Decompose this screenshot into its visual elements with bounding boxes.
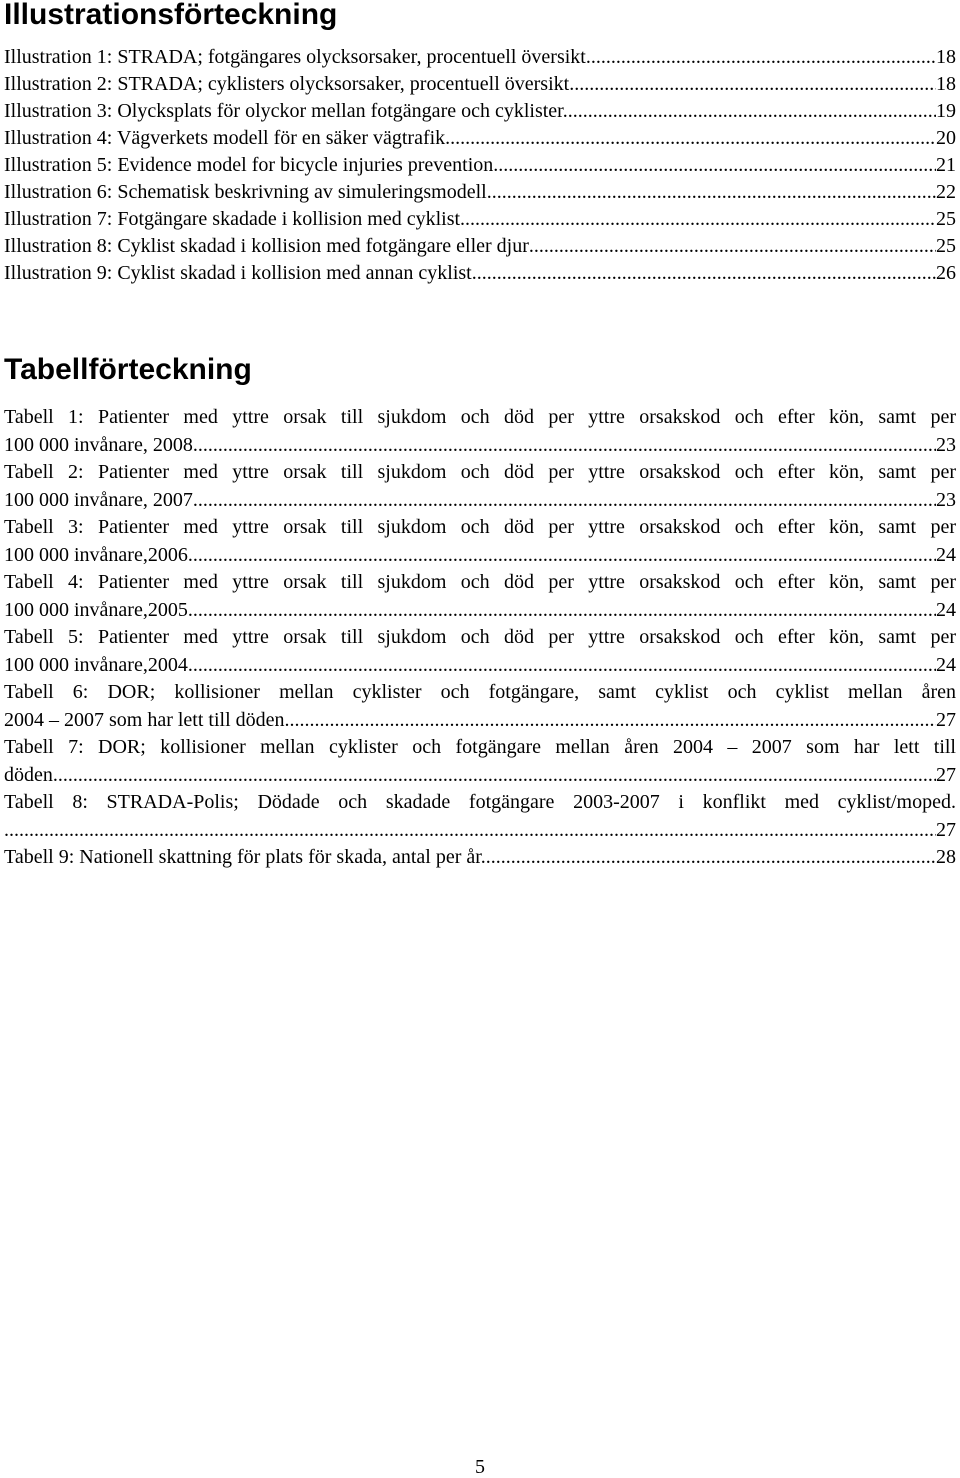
- entry-title-line2: 100 000 invånare, 2008: [4, 433, 193, 456]
- dot-leader: [492, 179, 936, 206]
- entry-page: 26: [936, 262, 956, 284]
- dot-leader: [290, 707, 936, 735]
- toc-entry-table-9[interactable]: [4, 844, 956, 872]
- toc-entry-table-3[interactable]: [4, 514, 956, 569]
- dot-leader: [493, 152, 936, 179]
- dot-leader: [450, 125, 936, 152]
- entry-title-line1: Tabell 6: DOR; kollisioner mellan cyklister och fotgängare, samt cyklist och cyklist mellan åren: [4, 681, 956, 703]
- dot-leader: [188, 597, 936, 625]
- dot-leader: [568, 98, 936, 125]
- entry-title-line2: 100 000 invånare, 2007: [4, 488, 193, 511]
- illustrations-list: [4, 44, 956, 287]
- dot-leader: [188, 652, 936, 680]
- toc-entry-illustration-6[interactable]: [4, 179, 956, 206]
- dot-leader: [193, 487, 936, 515]
- entry-title-line2: 100 000 invånare,2004: [4, 653, 188, 676]
- entry-page: 21: [936, 154, 956, 176]
- entry-title-line2: 2004 – 2007 som har lett till döden.: [4, 708, 290, 731]
- dot-leader: [574, 71, 936, 98]
- entry-page: 27: [936, 708, 956, 731]
- entry-title-line2: 100 000 invånare,2006: [4, 543, 188, 566]
- entry-page: 18: [936, 73, 956, 95]
- entry-page: 20: [936, 127, 956, 149]
- toc-entry-table-8[interactable]: [4, 789, 956, 844]
- entry-title-line2: döden: [4, 763, 53, 786]
- toc-entry-table-1[interactable]: [4, 404, 956, 459]
- entry-page: 27: [936, 763, 956, 786]
- toc-entry-table-6[interactable]: [4, 679, 956, 734]
- entry-page: 23: [936, 488, 956, 511]
- toc-entry-illustration-4[interactable]: [4, 125, 956, 152]
- toc-entry-illustration-9[interactable]: [4, 260, 956, 287]
- dot-leader: [53, 762, 936, 790]
- toc-entry-table-7[interactable]: [4, 734, 956, 789]
- entry-page: 27: [936, 818, 956, 841]
- dot-leader: [188, 542, 936, 570]
- entry-title: Illustration 1: STRADA; fotgängares olycksorsaker, procentuell översikt.: [4, 46, 591, 68]
- entry-page: 25: [936, 235, 956, 257]
- entry-title-line1: Tabell 4: Patienter med yttre orsak till sjukdom och död per yttre orsakskod och efter kön, samt per: [4, 571, 956, 593]
- entry-page: 24: [936, 598, 956, 621]
- dot-leader: [193, 432, 936, 460]
- tables-heading: Tabellförteckning: [4, 353, 252, 386]
- entry-title: Illustration 8: Cyklist skadad i kollision med fotgängare eller djur: [4, 235, 529, 257]
- entry-page: 23: [936, 433, 956, 456]
- entry-title: Illustration 3: Olycksplats för olyckor mellan fotgängare och cyklister.: [4, 100, 568, 122]
- entry-title-line1: Tabell 1: Patienter med yttre orsak till sjukdom och död per yttre orsakskod och efter kön, samt per: [4, 406, 956, 428]
- toc-entry-illustration-1[interactable]: [4, 44, 956, 71]
- toc-entry-table-5[interactable]: [4, 624, 956, 679]
- entry-page: 19: [936, 100, 956, 122]
- dot-leader: [486, 844, 936, 872]
- entry-title-line1: Tabell 3: Patienter med yttre orsak till sjukdom och död per yttre orsakskod och efter kön, samt per: [4, 516, 956, 538]
- entry-page: 25: [936, 208, 956, 230]
- illustrations-heading: Illustrationsförteckning: [4, 0, 338, 31]
- entry-title-line1: Tabell 7: DOR; kollisioner mellan cyklister och fotgängare mellan åren 2004 – 2007 som har lett till: [4, 736, 956, 758]
- entry-title: Illustration 7: Fotgängare skadade i kollision med cyklist: [4, 208, 461, 230]
- entry-title: Illustration 4: Vägverkets modell för en säker vägtrafik.: [4, 127, 451, 149]
- entry-title-line1: Tabell 2: Patienter med yttre orsak till sjukdom och död per yttre orsakskod och efter kön, samt per: [4, 461, 956, 483]
- toc-entry-illustration-2[interactable]: [4, 71, 956, 98]
- entry-page: 22: [936, 181, 956, 203]
- entry-page: 18: [936, 46, 956, 68]
- toc-entry-illustration-5[interactable]: [4, 152, 956, 179]
- dot-leader: [591, 44, 936, 71]
- entry-page: 24: [936, 653, 956, 676]
- page-number: 5: [475, 1456, 485, 1478]
- dot-leader: [4, 817, 936, 845]
- entry-title-line1: Tabell 5: Patienter med yttre orsak till sjukdom och död per yttre orsakskod och efter kön, samt per: [4, 626, 956, 648]
- toc-entry-table-4[interactable]: [4, 569, 956, 624]
- dot-leader: [529, 233, 936, 260]
- entry-title: Illustration 6: Schematisk beskrivning av simuleringsmodell.: [4, 181, 492, 203]
- toc-entry-illustration-3[interactable]: [4, 98, 956, 125]
- dot-leader: [472, 260, 936, 287]
- entry-title-line1: Tabell 8: STRADA-Polis; Dödade och skadade fotgängare 2003-2007 i konflikt med cyklist/moped.: [4, 791, 956, 813]
- entry-title: Illustration 2: STRADA; cyklisters olycksorsaker, procentuell översikt.: [4, 73, 575, 95]
- toc-entry-illustration-8[interactable]: [4, 233, 956, 260]
- entry-title: Illustration 5: Evidence model for bicycle injuries prevention: [4, 154, 494, 176]
- entry-title: Tabell 9: Nationell skattning för plats för skada, antal per år.: [4, 846, 486, 868]
- entry-title: Illustration 9: Cyklist skadad i kollision med annan cyklist: [4, 262, 472, 284]
- dot-leader: [460, 206, 936, 233]
- toc-entry-table-2[interactable]: [4, 459, 956, 514]
- toc-entry-illustration-7[interactable]: [4, 206, 956, 233]
- tables-list: [4, 404, 956, 872]
- entry-page: 24: [936, 543, 956, 566]
- entry-page: 28: [936, 846, 956, 868]
- entry-title-line2: 100 000 invånare,2005: [4, 598, 188, 621]
